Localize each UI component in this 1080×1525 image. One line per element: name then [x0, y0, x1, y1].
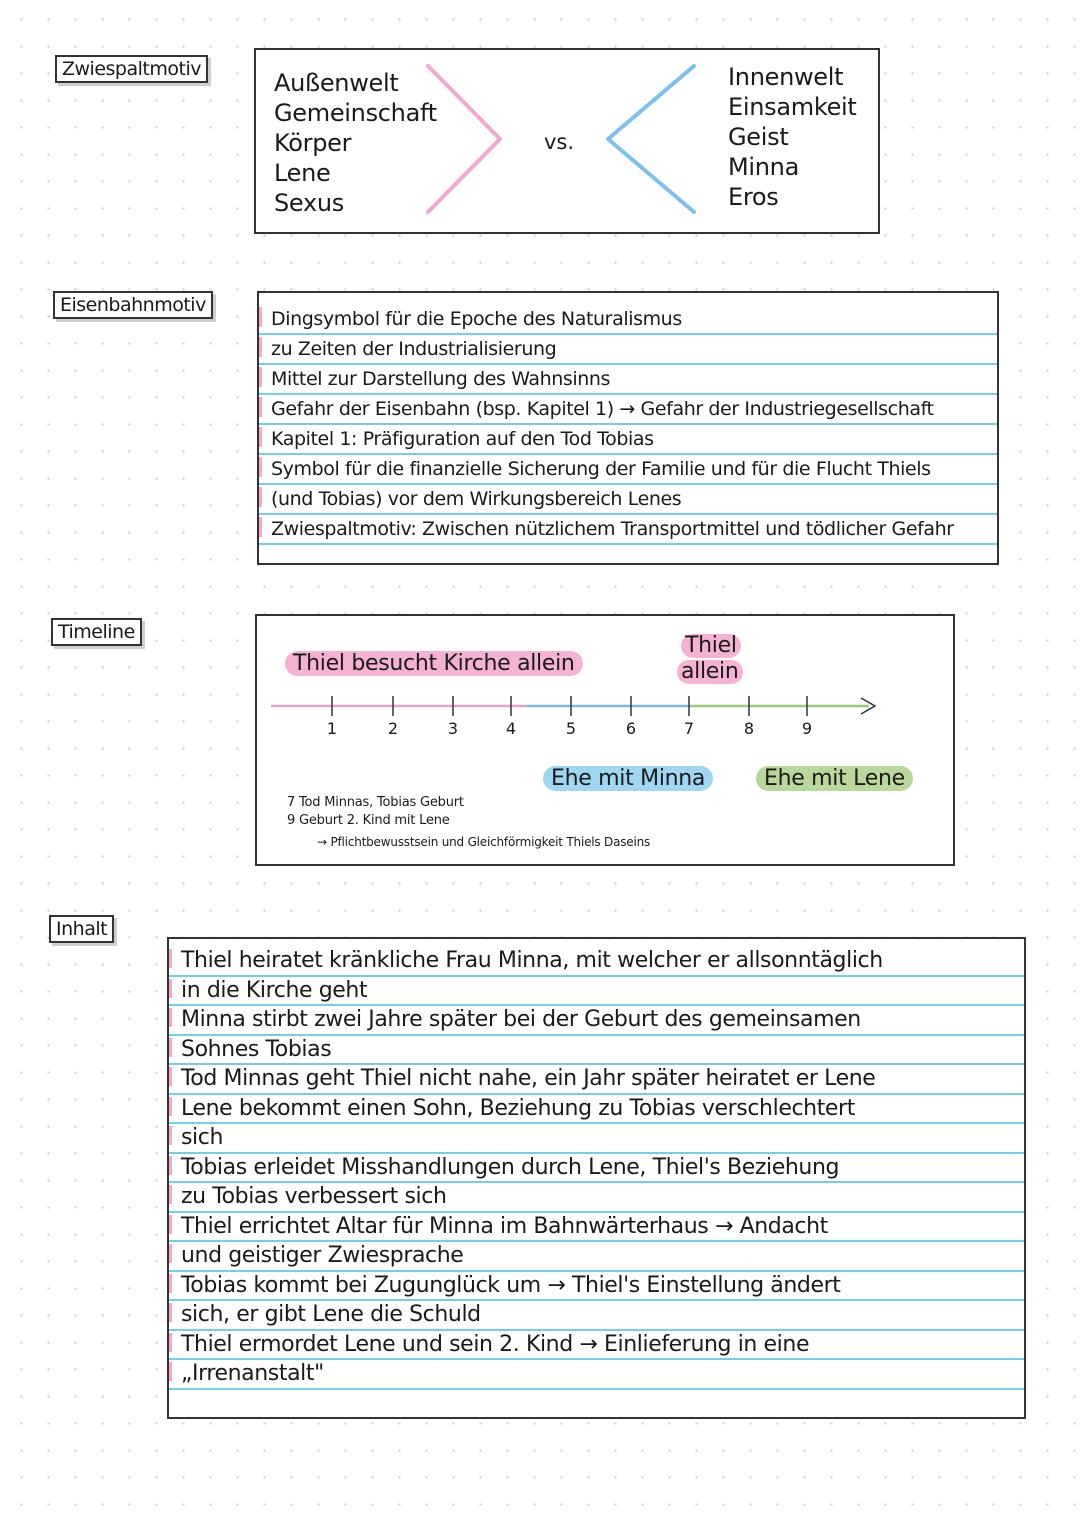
tick-label: 9 — [801, 719, 813, 738]
tick-label: 2 — [387, 719, 399, 738]
inhalt-line: Thiel ermordet Lene und sein 2. Kind → Einlieferung in eine — [169, 1331, 1024, 1361]
inhalt-line: Tobias kommt bei Zugunglück um → Thiel's Einstellung ändert — [169, 1272, 1024, 1302]
right-item: Minna — [728, 153, 800, 181]
left-item: Lene — [274, 159, 331, 187]
timeline-note-2: 9 Geburt 2. Kind mit Lene — [287, 813, 450, 828]
eisenbahn-lines — [259, 305, 997, 545]
highlight-alone-2: allein — [677, 660, 743, 684]
tick-label: 1 — [326, 719, 338, 738]
eisenbahn-line: Dingsymbol für die Epoche des Naturalismus — [259, 305, 997, 335]
eisenbahn-line: Kapitel 1: Präfiguration auf den Tod Tobias — [259, 425, 997, 455]
label-inhalt: Inhalt — [49, 915, 114, 943]
highlight-minna: Ehe mit Minna — [543, 766, 713, 791]
inhalt-line: Lene bekommt einen Sohn, Beziehung zu Tobias verschlechtert — [169, 1095, 1024, 1125]
vs-text: vs. — [544, 130, 575, 154]
timeline-note-3: → Pflichtbewusstsein und Gleichförmigkeit Thiels Daseins — [317, 835, 651, 849]
inhalt-line: „Irrenanstalt" — [169, 1360, 1024, 1390]
inhalt-line: zu Tobias verbessert sich — [169, 1183, 1024, 1213]
pink-bracket — [426, 64, 506, 214]
eisenbahn-line: Mittel zur Darstellung des Wahnsinns — [259, 365, 997, 395]
inhalt-line: Tobias erleidet Misshandlungen durch Lene, Thiel's Beziehung — [169, 1154, 1024, 1184]
eisenbahn-line: Gefahr der Eisenbahn (bsp. Kapitel 1) → Gefahr der Industriegesellschaft — [259, 395, 997, 425]
zwiespalt-right-list — [728, 62, 857, 212]
label-eisenbahnmotiv: Eisenbahnmotiv — [53, 291, 213, 319]
timeline-box — [255, 614, 955, 866]
right-item: Innenwelt — [728, 63, 844, 91]
tick-label: 5 — [565, 719, 577, 738]
highlight-church: Thiel besucht Kirche allein — [285, 651, 583, 676]
zwiespalt-box — [254, 48, 880, 234]
left-item: Gemeinschaft — [274, 99, 437, 127]
inhalt-line: Tod Minnas geht Thiel nicht nahe, ein Jahr später heiratet er Lene — [169, 1065, 1024, 1095]
left-item: Außenwelt — [274, 69, 399, 97]
inhalt-lines — [169, 947, 1024, 1390]
inhalt-line: sich — [169, 1124, 1024, 1154]
highlight-alone-1: Thiel — [681, 634, 741, 658]
tick-label: 4 — [505, 719, 517, 738]
tick-label: 8 — [743, 719, 755, 738]
eisenbahn-line: (und Tobias) vor dem Wirkungsbereich Lenes — [259, 485, 997, 515]
inhalt-line: in die Kirche geht — [169, 977, 1024, 1007]
label-timeline: Timeline — [51, 618, 142, 646]
inhalt-box — [167, 937, 1026, 1419]
eisenbahn-line: Zwiespaltmotiv: Zwischen nützlichem Transportmittel und tödlicher Gefahr — [259, 515, 997, 545]
inhalt-line: Minna stirbt zwei Jahre später bei der Geburt des gemeinsamen — [169, 1006, 1024, 1036]
tick-label: 7 — [683, 719, 695, 738]
inhalt-line: Thiel errichtet Altar für Minna im Bahnwärterhaus → Andacht — [169, 1213, 1024, 1243]
tick-label: 3 — [447, 719, 459, 738]
timeline-note-1: 7 Tod Minnas, Tobias Geburt — [287, 795, 464, 810]
label-zwiespaltmotiv: Zwiespaltmotiv — [55, 55, 208, 83]
highlight-lene: Ehe mit Lene — [756, 766, 913, 791]
inhalt-line: Sohnes Tobias — [169, 1036, 1024, 1066]
blue-bracket — [604, 64, 698, 214]
inhalt-line: Thiel heiratet kränkliche Frau Minna, mit welcher er allsonntäglich — [169, 947, 1024, 977]
right-item: Geist — [728, 123, 789, 151]
zwiespalt-left-list — [274, 68, 437, 218]
left-item: Sexus — [274, 189, 344, 217]
tick-label: 6 — [625, 719, 637, 738]
inhalt-line: sich, er gibt Lene die Schuld — [169, 1301, 1024, 1331]
right-item: Einsamkeit — [728, 93, 857, 121]
inhalt-line: und geistiger Zwiesprache — [169, 1242, 1024, 1272]
left-item: Körper — [274, 129, 352, 157]
right-item: Eros — [728, 183, 779, 211]
eisenbahn-line: zu Zeiten der Industrialisierung — [259, 335, 997, 365]
eisenbahn-box — [257, 291, 999, 565]
eisenbahn-line: Symbol für die finanzielle Sicherung der Familie und für die Flucht Thiels — [259, 455, 997, 485]
